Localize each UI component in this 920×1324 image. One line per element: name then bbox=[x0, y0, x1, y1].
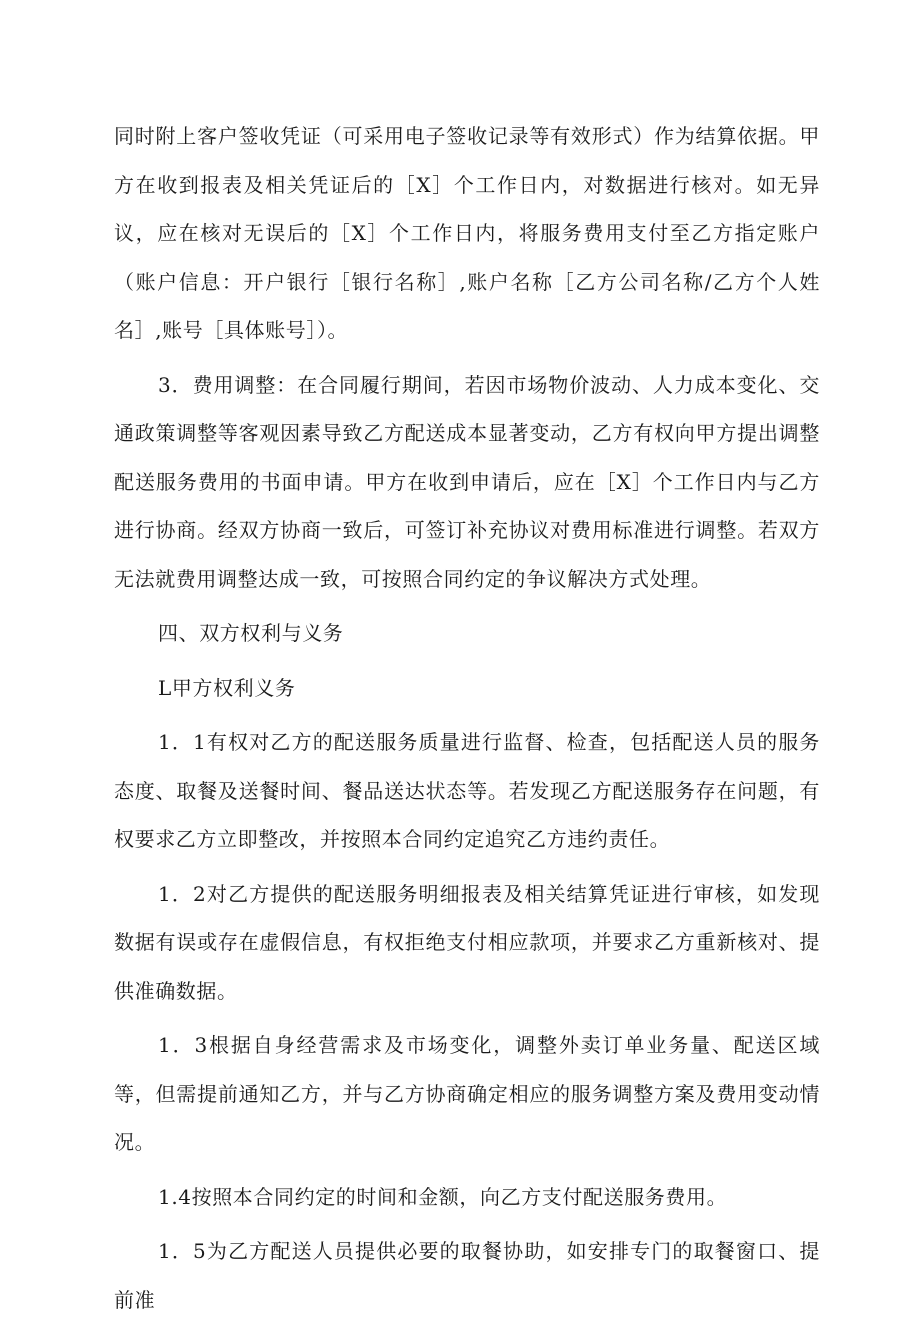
clause-1-3: 1．3根据自身经营需求及市场变化，调整外卖订单业务量、配送区域等，但需提前通知乙方，并与乙方协商确定相应的服务调整方案及费用变动情况。 bbox=[114, 1033, 820, 1154]
clause-1-5: 1．5为乙方配送人员提供必要的取餐协助，如安排专门的取餐窗口、提前准 bbox=[114, 1239, 820, 1312]
party-a-rights-heading: L甲方权利义务 bbox=[158, 675, 296, 700]
clause-1-2: 1．2对乙方提供的配送服务明细报表及相关结算凭证进行审核，如发现数据有误或存在虚假信息，有权拒绝支付相应款项，并要求乙方重新核对、提供准确数据。 bbox=[114, 881, 820, 1003]
paragraph-settlement-continuation: 同时附上客户签收凭证（可采用电子签收记录等有效形式）作为结算依据。甲方在收到报表及相关凭证后的［X］个工作日内，对数据进行核对。如无异议，应在核对无误后的［X］个工作日内，将服务费用支付至乙方指定账户（账户信息：开户银行［银行名称］,账户名称［乙方公司名称/乙方个人姓名］,账号［具体账号］）。 bbox=[114, 124, 820, 342]
clause-1-1: 1．1有权对乙方的配送服务质量进行监督、检查，包括配送人员的服务态度、取餐及送餐时间、餐品送达状态等。若发现乙方配送服务存在问题，有权要求乙方立即整改，并按照本合同约定追究乙方违约责任。 bbox=[114, 730, 820, 851]
section-four-heading: 四、双方权利与义务 bbox=[158, 621, 344, 645]
paragraph-fee-adjustment: 3．费用调整：在合同履行期间，若因市场物价波动、人力成本变化、交通政策调整等客观因素导致乙方配送成本显著变动，乙方有权向甲方提出调整配送服务费用的书面申请。甲方在收到申请后，应在［X］个工作日内与乙方进行协商。经双方协商一致后，可签订补充协议对费用标准进行调整。若双方无法就费用调整达成一致，可按照合同约定的争议解决方式处理。 bbox=[114, 372, 820, 591]
clause-1-4: 1.4按照本合同约定的时间和金额，向乙方支付配送服务费用。 bbox=[158, 1184, 728, 1209]
